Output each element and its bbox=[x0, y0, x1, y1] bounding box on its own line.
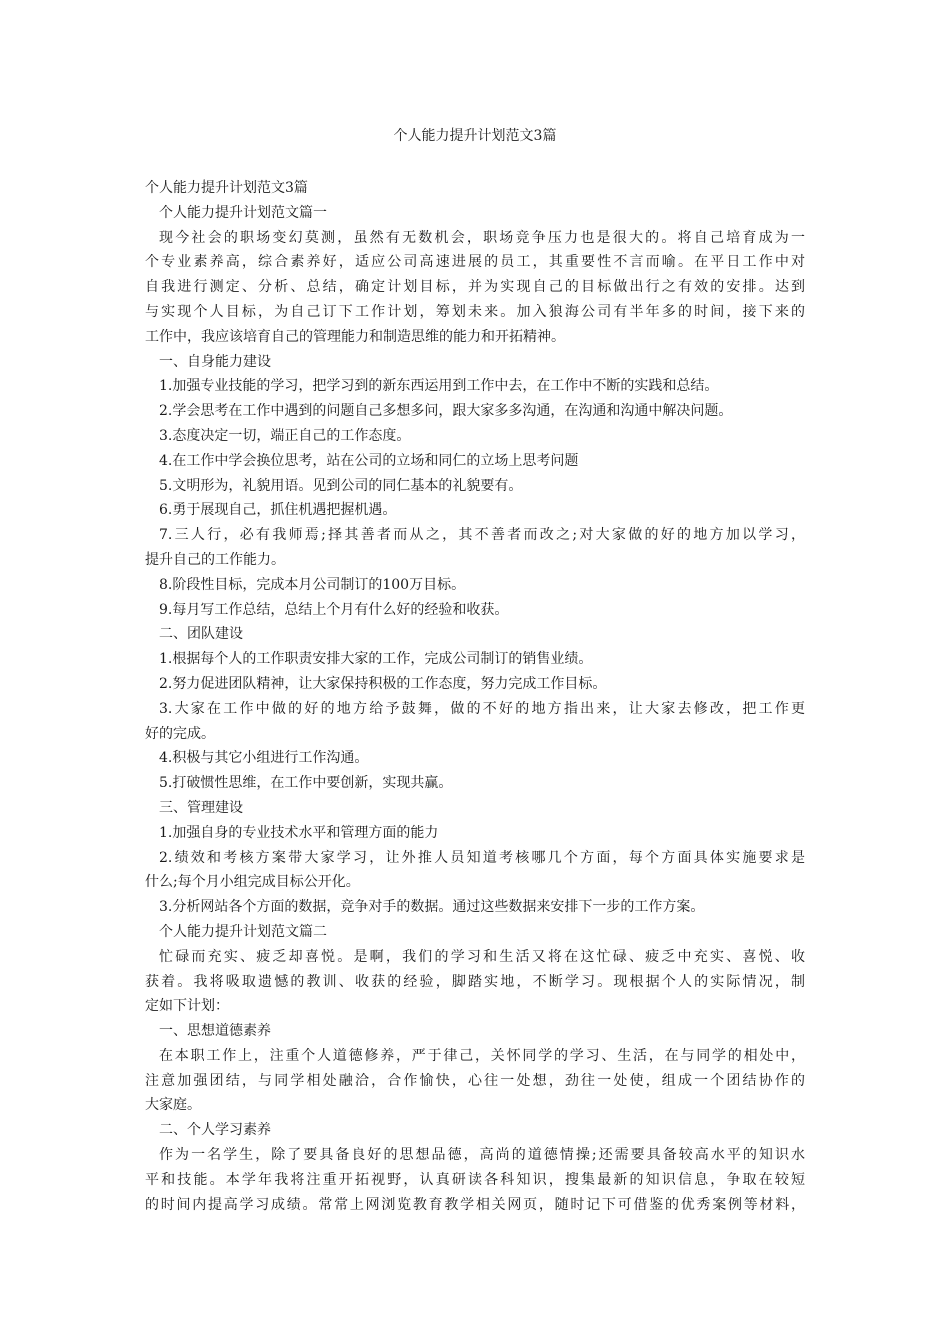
doc-heading: 个人能力提升计划范文3篇 bbox=[145, 180, 308, 196]
list-item: 9.每月写工作总结，总结上个月有什么好的经验和收获。 bbox=[159, 601, 509, 618]
paragraph-line: 忙碌而充实、疲乏却喜悦。是啊，我们的学习和生活又将在这忙碌、疲乏中充实、喜悦、收 bbox=[159, 948, 805, 965]
list-item: 2.绩效和考核方案带大家学习，让外推人员知道考核哪几个方面，每个方面具体实施要求是 bbox=[159, 849, 805, 866]
list-item-continuation: 什么;每个月小组完成目标公开化。 bbox=[145, 874, 360, 891]
subsection-heading: 二、团队建设 bbox=[159, 626, 243, 643]
list-item: 8.阶段性目标，完成本月公司制订的100万目标。 bbox=[159, 576, 466, 593]
list-item: 3.分析网站各个方面的数据，竞争对手的数据。通过这些数据来安排下一步的工作方案。 bbox=[159, 899, 705, 916]
page-title: 个人能力提升计划范文3篇 bbox=[393, 128, 557, 144]
list-item: 2.努力促进团队精神，让大家保持积极的工作态度，努力完成工作目标。 bbox=[159, 675, 607, 692]
list-item: 4.在工作中学会换位思考，站在公司的立场和同仁的立场上思考问题 bbox=[159, 452, 579, 469]
paragraph-line: 获着。我将吸取遗憾的教训、收获的经验，脚踏实地，不断学习。现根据个人的实际情况，制 bbox=[145, 973, 805, 990]
list-item: 6.勇于展现自己，抓住机遇把握机遇。 bbox=[159, 502, 397, 519]
list-item-continuation: 好的完成。 bbox=[145, 725, 215, 742]
paragraph-line: 现今社会的职场变幻莫测，虽然有无数机会，职场竞争压力也是很大的。将自己培育成为一 bbox=[159, 229, 805, 246]
paragraph-line: 定如下计划： bbox=[145, 998, 229, 1015]
paragraph-line: 工作中，我应该培育自己的管理能力和制造思维的能力和开拓精神。 bbox=[145, 328, 565, 345]
list-item: 1.根据每个人的工作职责安排大家的工作，完成公司制订的销售业绩。 bbox=[159, 651, 593, 668]
paragraph-line: 平和技能。本学年我将注重开拓视野，认真研读各科知识，搜集最新的知识信息，争取在较短 bbox=[145, 1171, 805, 1188]
paragraph-line: 的时间内提高学习成绩。常常上网浏览教育教学相关网页，随时记下可借鉴的优秀案例等材料， bbox=[145, 1196, 805, 1213]
list-item: 1.加强自身的专业技术水平和管理方面的能力 bbox=[159, 824, 439, 841]
section-heading: 个人能力提升计划范文篇一 bbox=[159, 204, 327, 221]
list-item: 1.加强专业技能的学习，把学习到的新东西运用到工作中去，在工作中不断的实践和总结。 bbox=[159, 378, 719, 395]
subsection-heading: 一、自身能力建设 bbox=[159, 353, 271, 370]
list-item: 4.积极与其它小组进行工作沟通。 bbox=[159, 750, 369, 767]
section-heading: 个人能力提升计划范文篇二 bbox=[159, 923, 327, 940]
paragraph-line: 作为一名学生，除了要具备良好的思想品德，高尚的道德情操;还需要具备较高水平的知识水 bbox=[159, 1147, 805, 1164]
document-body bbox=[145, 176, 805, 1217]
list-item: 5.打破惯性思维，在工作中要创新，实现共赢。 bbox=[159, 775, 453, 792]
list-item: 7.三人行，必有我师焉;择其善者而从之，其不善者而改之;对大家做的好的地方加以学习， bbox=[159, 527, 805, 544]
paragraph-line: 注意加强团结，与同学相处融洽，合作愉快，心往一处想，劲往一处使，组成一个团结协作的 bbox=[145, 1072, 805, 1089]
paragraph-line: 自我进行测定、分析、总结，确定计划目标，并为实现自己的目标做出行之有效的安排。达到 bbox=[145, 279, 805, 296]
paragraph-line: 与实现个人目标，为自己订下工作计划，筹划未来。加入狼海公司有半年多的时间，接下来的 bbox=[145, 303, 805, 320]
paragraph-line: 个专业素养高，综合素养好，适应公司高速进展的员工，其重要性不言而喻。在平日工作中对 bbox=[145, 254, 805, 271]
list-item: 3.态度决定一切，端正自己的工作态度。 bbox=[159, 427, 411, 444]
paragraph-line: 在本职工作上，注重个人道德修养，严于律己，关怀同学的学习、生活，在与同学的相处中， bbox=[159, 1047, 805, 1064]
subsection-heading: 二、个人学习素养 bbox=[159, 1122, 271, 1139]
subsection-heading: 一、思想道德素养 bbox=[159, 1023, 271, 1040]
list-item: 3.大家在工作中做的好的地方给予鼓舞，做的不好的地方指出来，让大家去修改，把工作更 bbox=[159, 700, 805, 717]
paragraph-line: 大家庭。 bbox=[145, 1097, 201, 1114]
list-item: 2.学会思考在工作中遇到的问题自己多想多问，跟大家多多沟通，在沟通和沟通中解决问题。 bbox=[159, 403, 733, 420]
list-item-continuation: 提升自己的工作能力。 bbox=[145, 551, 285, 568]
list-item: 5.文明形为，礼貌用语。见到公司的同仁基本的礼貌要有。 bbox=[159, 477, 523, 494]
subsection-heading: 三、管理建设 bbox=[159, 799, 243, 816]
